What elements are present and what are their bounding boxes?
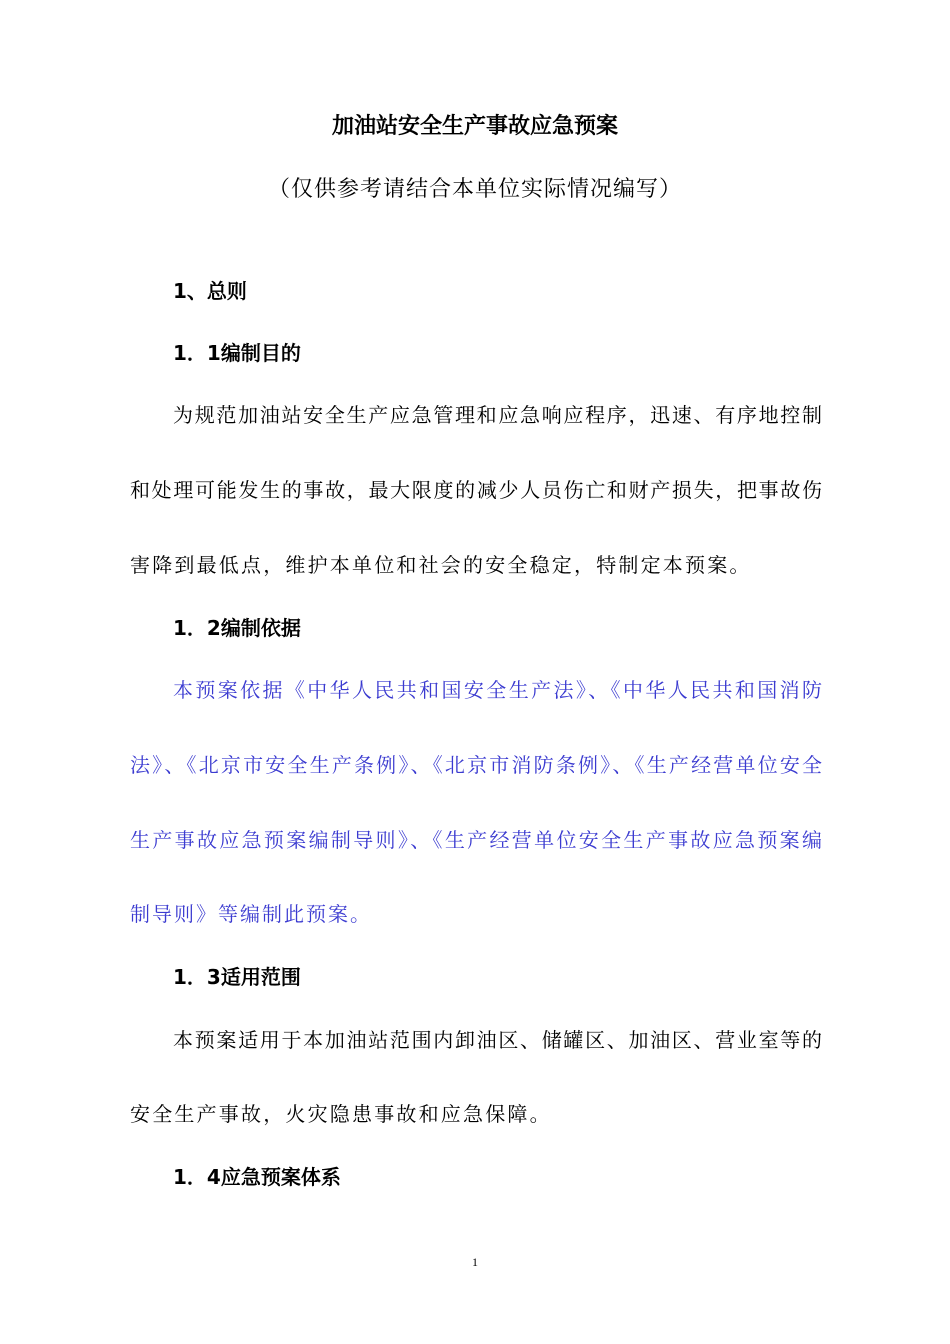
paragraph-line: 安全生产事故，火灾隐患事故和应急保障。 bbox=[130, 1102, 552, 1126]
document-title: 加油站安全生产事故应急预案 bbox=[331, 114, 618, 139]
paragraph-line: 法》、《北京市安全生产条例》、《北京市消防条例》、《生产经营单位安全 bbox=[130, 753, 822, 777]
heading-plan-system: 1．4应急预案体系 bbox=[173, 1165, 341, 1189]
paragraph-line: 害降到最低点，维护本单位和社会的安全稳定，特制定本预案。 bbox=[130, 553, 752, 577]
heading-general: 1、总则 bbox=[173, 279, 247, 303]
paragraph-line: 和处理可能发生的事故，最大限度的减少人员伤亡和财产损失，把事故伤 bbox=[130, 478, 822, 502]
heading-scope: 1．3适用范围 bbox=[173, 965, 301, 989]
heading-purpose: 1．1编制目的 bbox=[173, 341, 301, 365]
page-number: 1 bbox=[472, 1255, 478, 1269]
paragraph-line: 生产事故应急预案编制导则》、《生产经营单位安全生产事故应急预案编 bbox=[130, 828, 822, 852]
paragraph-line: 为规范加油站安全生产应急管理和应急响应程序，迅速、有序地控制 bbox=[173, 403, 822, 427]
paragraph-line: 制导则》等编制此预案。 bbox=[130, 902, 372, 926]
document-subtitle: （仅供参考请结合本单位实际情况编写） bbox=[267, 177, 682, 202]
paragraph-line: 本预案依据《中华人民共和国安全生产法》、《中华人民共和国消防 bbox=[173, 678, 822, 702]
heading-basis: 1．2编制依据 bbox=[173, 616, 301, 640]
paragraph-line: 本预案适用于本加油站范围内卸油区、储罐区、加油区、营业室等的 bbox=[173, 1028, 822, 1052]
